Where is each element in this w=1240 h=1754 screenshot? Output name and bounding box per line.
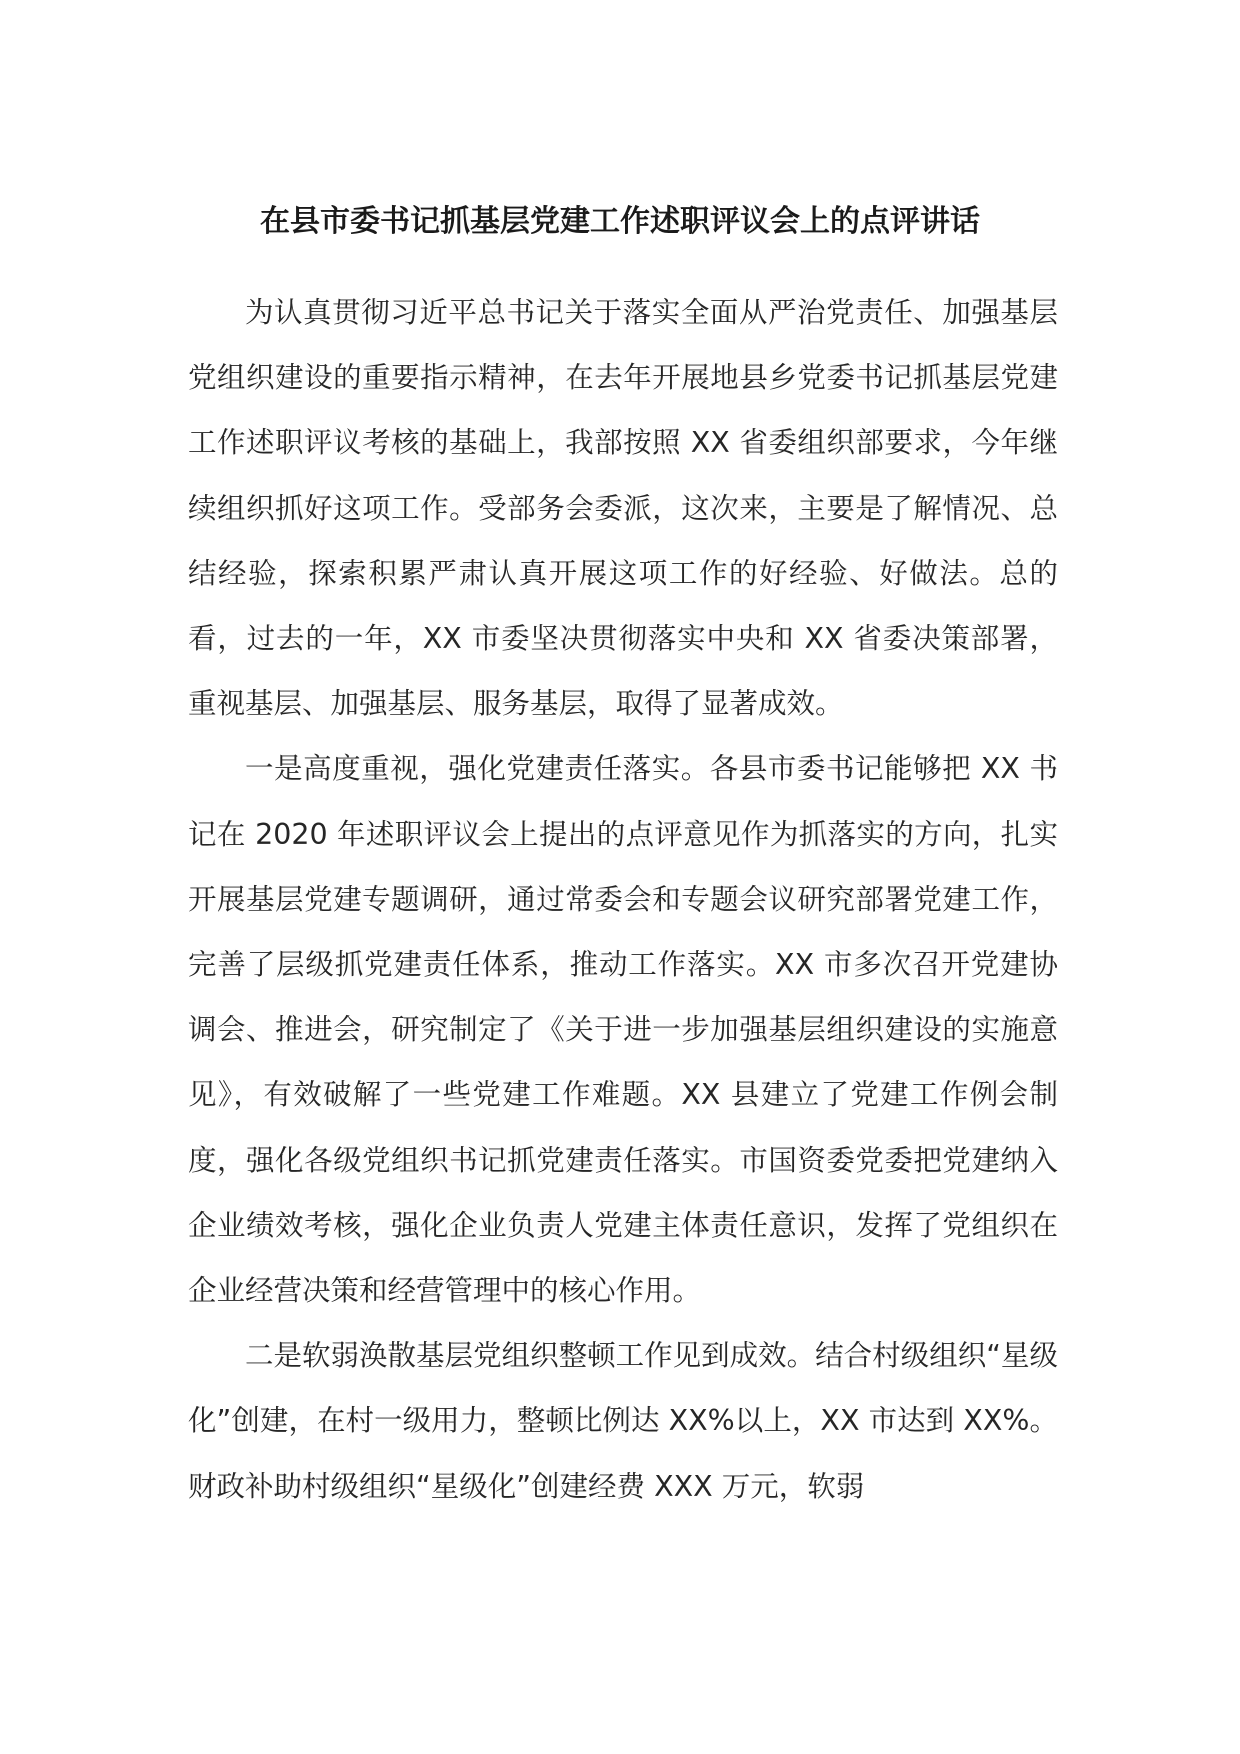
document-title: 在县市委书记抓基层党建工作述职评议会上的点评讲话 <box>260 204 980 239</box>
paragraph-intro: 为认真贯彻习近平总书记关于落实全面从严治党责任、加强基层党组织建设的重要指示精神，在去年开展地县乡党委书记抓基层党建工作述职评议考核的基础上，我部按照 XX 省委组织部要求，今年继续组织抓好这项工作。受部务会委派，这次来，主要是了解情况、总结经验，探索积累严肃认真开展这项工作的好经验、好做法。总的看，过去的一年，XX 市委坚决贯彻落实中央和 XX 省委决策部署，重视基层、加强基层、服务基层，取得了显著成效。 <box>188 296 1058 721</box>
paragraph-point-one: 一是高度重视，强化党建责任落实。各县市委书记能够把 XX 书记在 2020 年述职评议会上提出的点评意见作为抓落实的方向，扎实开展基层党建专题调研，通过常委会和专题会议研究部署党建工作，完善了层级抓党建责任体系，推动工作落实。XX 市多次召开党建协调会、推进会，研究制定了《关于进一步加强基层组织建设的实施意见》，有效破解了一些党建工作难题。XX 县建立了党建工作例会制度，强化各级党组织书记抓党建责任落实。市国资委党委把党建纳入企业绩效考核，强化企业负责人党建主体责任意识，发挥了党组织在企业经营决策和经营管理中的核心作用。 <box>188 752 1058 1308</box>
document-body <box>188 280 1058 1519</box>
paragraph-point-two: 二是软弱涣散基层党组织整顿工作见到成效。结合村级组织“星级化”创建，在村一级用力，整顿比例达 XX%以上，XX 市达到 XX%。财政补助村级组织“星级化”创建经费 XXX 万元，软弱 <box>188 1339 1058 1503</box>
